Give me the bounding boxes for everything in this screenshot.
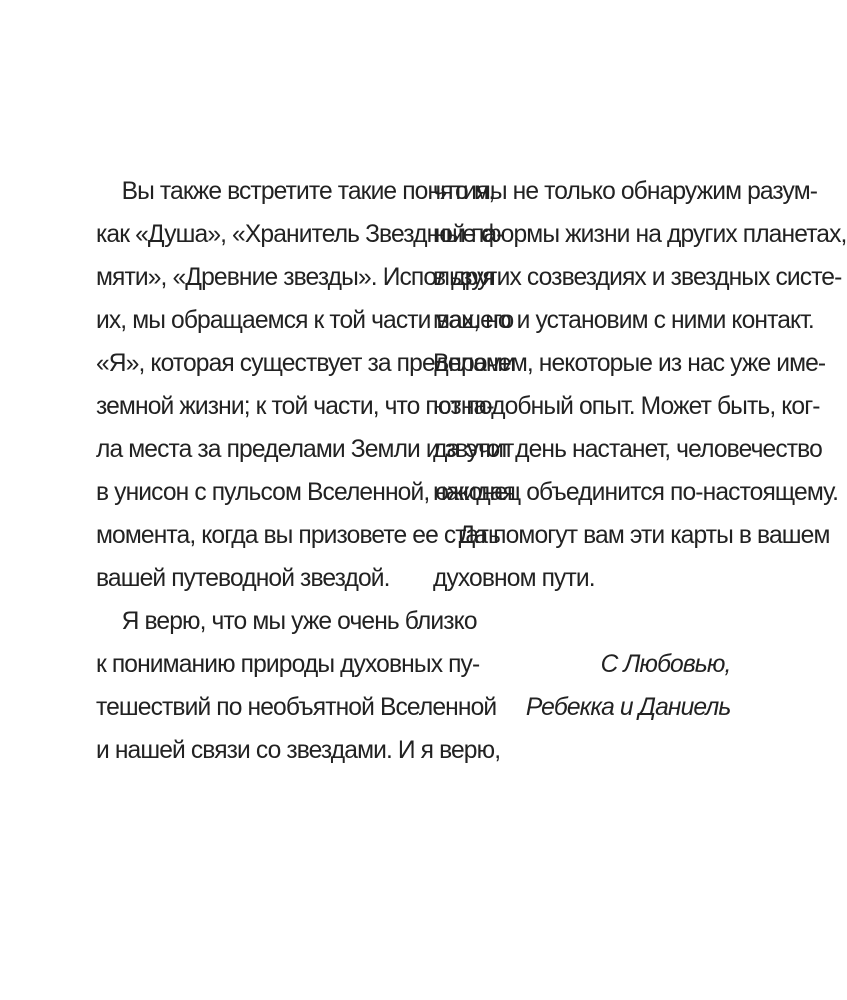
text-line: Да помогут вам эти карты в вашем bbox=[458, 521, 830, 549]
text-line: земной жизни; к той части, что позна- bbox=[96, 392, 494, 420]
text-line: наконец объединится по-настоящему. bbox=[433, 478, 839, 506]
text-line: мяти», «Древние звезды». Используя bbox=[96, 263, 495, 291]
text-line: ют подобный опыт. Может быть, ког- bbox=[433, 392, 820, 420]
text-line: духовном пути. bbox=[433, 564, 595, 592]
text-line: в других созвездиях и звездных систе- bbox=[433, 263, 842, 291]
text-line: «Я», которая существует за пределами bbox=[96, 349, 515, 377]
signature-closing: С Любовью, bbox=[600, 650, 731, 678]
text-line: и нашей связи со звездами. И я верю, bbox=[96, 736, 501, 764]
text-line: да этот день настанет, человечество bbox=[433, 435, 822, 463]
right-text-column bbox=[433, 170, 847, 729]
text-line: момента, когда вы призовете ее стать bbox=[96, 521, 501, 549]
text-line: мах, но и установим с ними контакт. bbox=[433, 306, 814, 334]
signature-names: Ребекка и Даниель bbox=[525, 693, 731, 721]
text-line: Впрочем, некоторые из нас уже име- bbox=[433, 349, 826, 377]
text-line: их, мы обращаемся к той части вашего bbox=[96, 306, 514, 334]
text-line: вашей путеводной звездой. bbox=[96, 564, 390, 592]
text-line: тешествий по необъятной Вселенной bbox=[96, 693, 497, 721]
text-line: ла места за пределами Земли и звучит bbox=[96, 435, 514, 463]
text-line: в унисон с пульсом Вселенной, ожидая bbox=[96, 478, 515, 506]
text-line: ные формы жизни на других планетах, bbox=[433, 220, 847, 248]
text-line: к пониманию природы духовных пу- bbox=[96, 650, 480, 678]
text-line: Я верю, что мы уже очень близко bbox=[121, 607, 477, 635]
text-line: как «Душа», «Хранитель Звездной па- bbox=[96, 220, 504, 248]
text-line: Вы также встретите такие понятия, bbox=[121, 177, 495, 205]
text-line: что мы не только обнаружим разум- bbox=[433, 177, 818, 205]
signature-spacer bbox=[433, 600, 733, 643]
